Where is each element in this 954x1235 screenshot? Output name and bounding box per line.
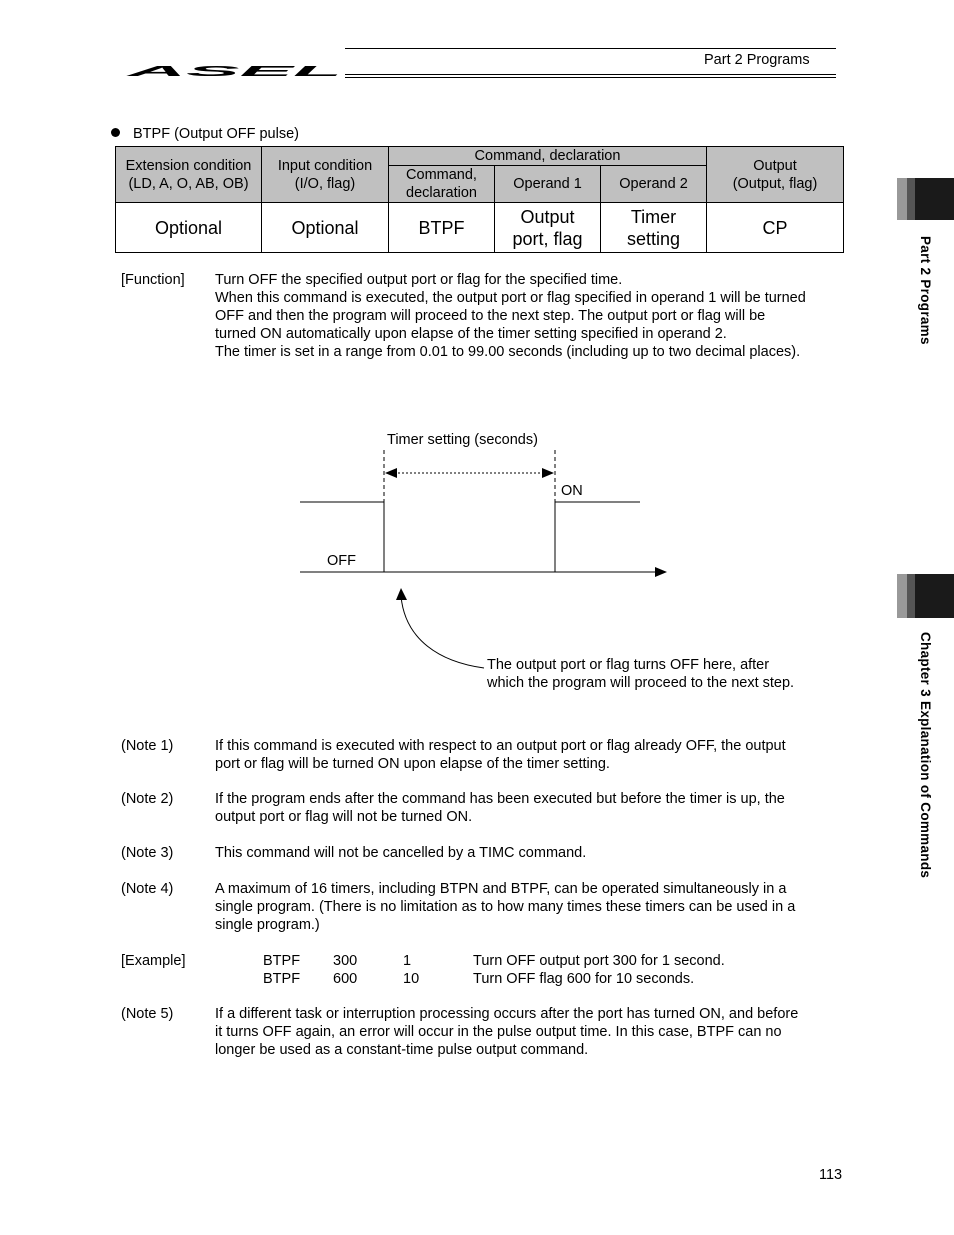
note-3-label: (Note 3) xyxy=(121,845,174,861)
cell-operand-1: Output port, flag xyxy=(495,203,601,253)
timer-setting-label: Timer setting (seconds) xyxy=(387,432,538,448)
side-label-part: Part 2 Programs xyxy=(918,236,933,345)
example-row-2-desc: Turn OFF flag 600 for 10 seconds. xyxy=(473,971,695,987)
header-command-group: Command, declaration xyxy=(389,147,707,166)
example-row-2-cmd: BTPF xyxy=(263,971,301,987)
command-title: BTPF (Output OFF pulse) xyxy=(133,126,299,142)
cell-input-condition: Optional xyxy=(262,203,389,253)
header-command: Command, declaration xyxy=(389,166,495,203)
cell-extension-condition: Optional xyxy=(116,203,262,253)
header-section-label: Part 2 Programs xyxy=(704,52,810,68)
note-5-text: If a different task or interruption processing occurs after the port has turned ON, and before it turns OFF again, an error will occur in the pulse output time. In this case, BTPF can no longer be used as a constant-time pulse output command. xyxy=(215,1006,799,1058)
example-row-1-op1: 300 xyxy=(333,953,358,969)
example-row-2-op1: 600 xyxy=(333,971,358,987)
example-row-1-op2: 1 xyxy=(403,953,412,969)
callout-leader xyxy=(401,596,484,668)
callout-line-1: The output port or flag turns OFF here, after xyxy=(487,657,770,673)
example-row-1-cmd: BTPF xyxy=(263,953,301,969)
header-operand-2: Operand 2 xyxy=(601,166,707,203)
off-label: OFF xyxy=(327,553,356,569)
on-label: ON xyxy=(561,483,583,499)
note-4-text: A maximum of 16 timers, including BTPN and BTPF, can be operated simultaneously in a single program. (There is no limitation as to how many times these timers can be used in a single program.) xyxy=(215,881,796,933)
callout-line-2: which the program will proceed to the next step. xyxy=(487,675,795,691)
page-number: 113 xyxy=(819,1167,843,1183)
header-extension-condition: Extension condition (LD, A, O, AB, OB) xyxy=(116,147,262,203)
example-row-2-op2: 10 xyxy=(403,971,420,987)
note-2-text: If the program ends after the command has been executed but before the timer is up, the output port or flag will not be turned ON. xyxy=(215,791,785,825)
cell-operand-2: Timer setting xyxy=(601,203,707,253)
note-4-label: (Note 4) xyxy=(121,881,174,897)
cell-output: CP xyxy=(707,203,844,253)
header-operand-1: Operand 1 xyxy=(495,166,601,203)
function-text: Turn OFF the specified output port or flag for the specified time. When this command is executed, the output port or flag specified in operand 1 will be turned OFF and then the program will proceed to the next step. The output port or flag will be turned ON automatically upon elapse of the timer setting specified in operand 2. The timer is set in a range from 0.01 to 99.00 seconds (including up to two decimal places). xyxy=(215,272,806,360)
logo-text: ASEL xyxy=(126,64,342,80)
header-input-condition: Input condition (I/O, flag) xyxy=(262,147,389,203)
note-1-label: (Note 1) xyxy=(121,738,174,754)
note-1-text: If this command is executed with respect to an output port or flag already OFF, the output port or flag will be turned ON upon elapse of the timer setting. xyxy=(215,738,786,772)
note-3-text: This command will not be cancelled by a TIMC command. xyxy=(215,845,587,861)
function-label: [Function] xyxy=(121,272,185,288)
example-row-1-desc: Turn OFF output port 300 for 1 second. xyxy=(473,953,725,969)
header-output: Output (Output, flag) xyxy=(707,147,844,203)
cell-command: BTPF xyxy=(389,203,495,253)
side-label-chapter: Chapter 3 Explanation of Commands xyxy=(918,632,933,879)
note-5-label: (Note 5) xyxy=(121,1006,174,1022)
note-2-label: (Note 2) xyxy=(121,791,174,807)
example-label: [Example] xyxy=(121,953,186,969)
callout-arrowhead xyxy=(396,588,407,600)
